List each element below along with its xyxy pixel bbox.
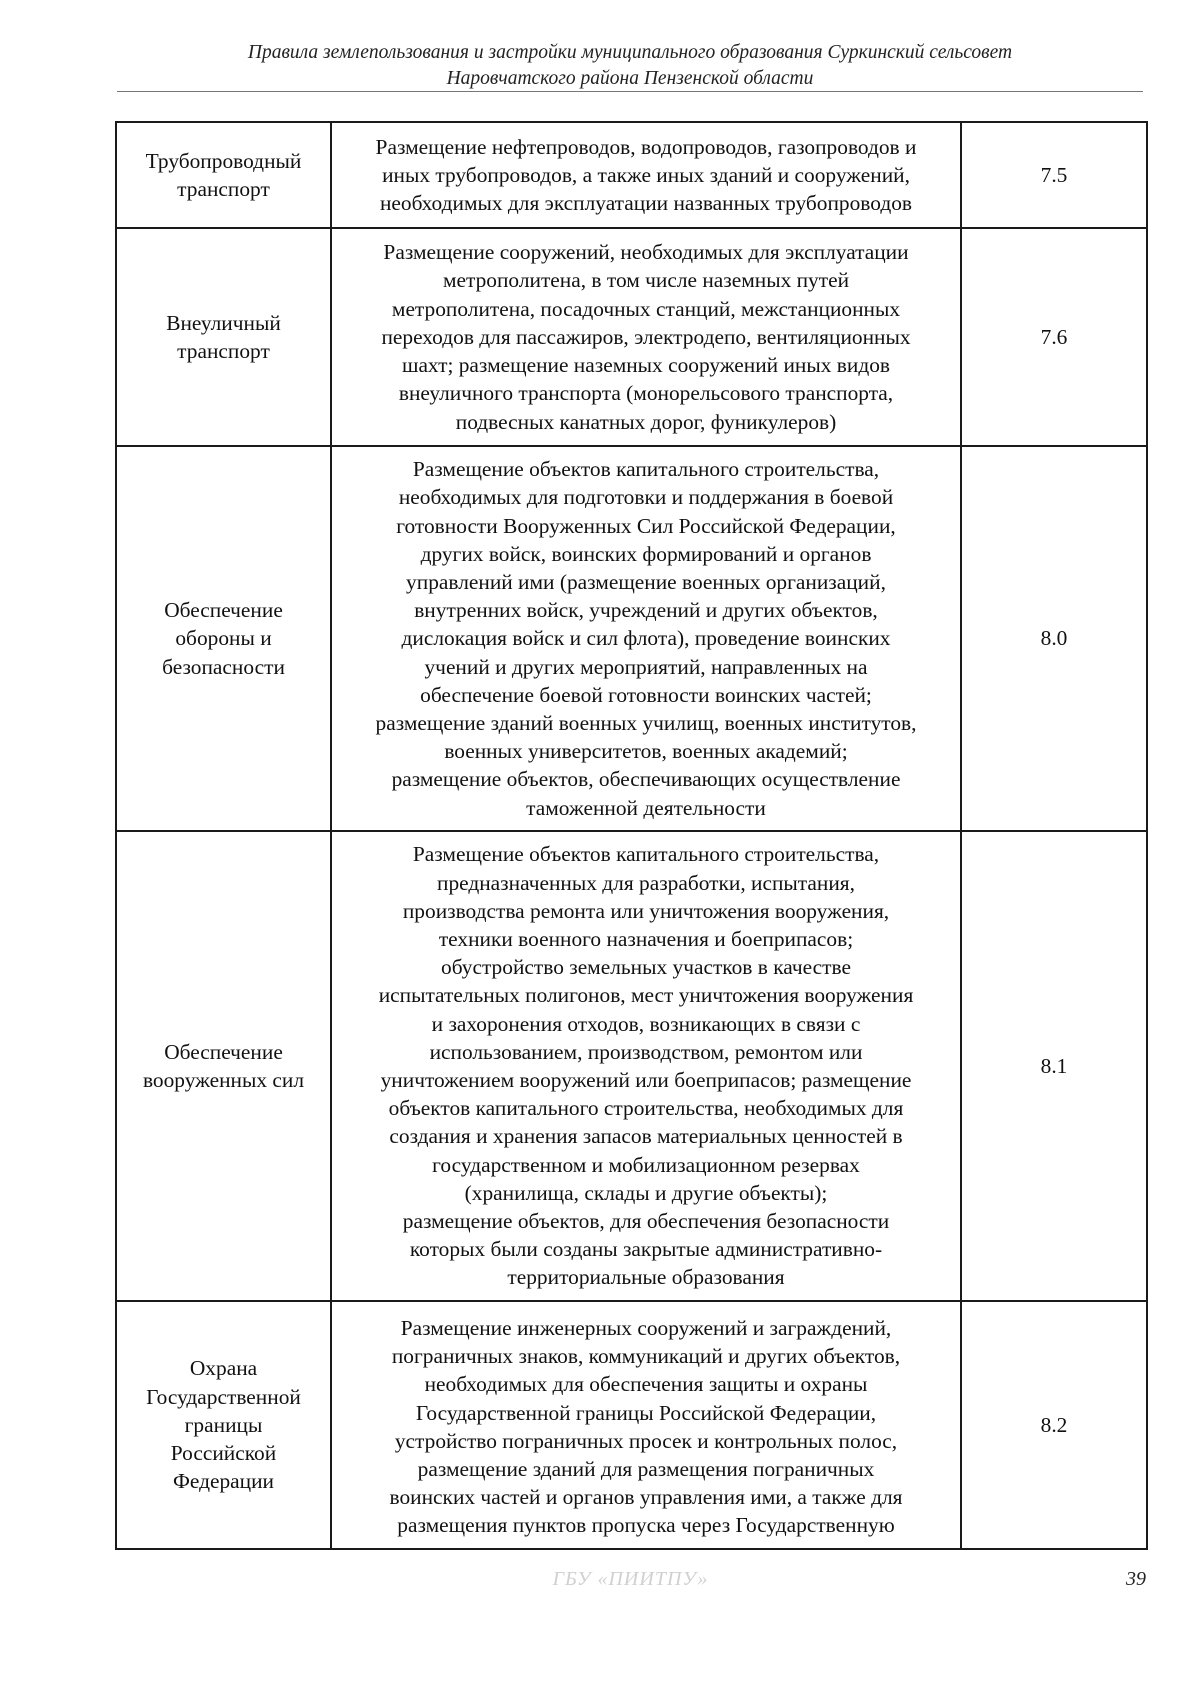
use-type-code: 7.5 xyxy=(961,122,1147,228)
table-row xyxy=(116,1301,1147,1549)
page-header: Правила землепользования и застройки муниципального образования Суркинский сельсовет Наровчатского района Пензенской области xyxy=(247,42,1013,89)
table-row xyxy=(116,831,1147,1301)
footer-organization: ГБУ «ПИИТПУ» xyxy=(552,1568,709,1590)
table-row xyxy=(116,122,1147,228)
header-divider xyxy=(117,91,1143,92)
use-type-name: Обеспечение вооруженных сил xyxy=(116,831,331,1301)
use-type-code: 8.1 xyxy=(961,831,1147,1301)
table-row xyxy=(116,228,1147,446)
use-type-name: Трубопроводный транспорт xyxy=(116,122,331,228)
use-type-code: 8.2 xyxy=(961,1301,1147,1549)
use-type-code: 8.0 xyxy=(961,446,1147,831)
use-type-description: Размещение инженерных сооружений и заграждений, пограничных знаков, коммуникаций и других объектов, необходимых для обеспечения защиты и охраны Государственной границы Российской Федерации, устройство пограничных просек и контрольных полос, размещение зданий для размещения пограничных воинских частей и органов управления ими, а также для размещения пунктов пропуска через Государственную xyxy=(331,1301,961,1549)
table-row xyxy=(116,446,1147,831)
use-type-description: Размещение сооружений, необходимых для эксплуатации метрополитена, в том числе наземных путей метрополитена, посадочных станций, межстанционных переходов для пассажиров, электродепо, вентиляционных шахт; размещение наземных сооружений иных видов внеуличного транспорта (монорельсового транспорта, подвесных канатных дорог, фуникулеров) xyxy=(331,228,961,446)
page-number: 39 xyxy=(1126,1568,1146,1590)
use-type-code: 7.6 xyxy=(961,228,1147,446)
use-type-description: Размещение объектов капитального строительства, необходимых для подготовки и поддержания в боевой готовности Вооруженных Сил Российской Федерации, других войск, воинских формирований и органов управлений ими (размещение военных организаций, внутренних войск, учреждений и других объектов, дислокация войск и сил флота), проведение воинских учений и других мероприятий, направленных на обеспечение боевой готовности воинских частей; размещение зданий военных училищ, военных институтов, военных университетов, военных академий; размещение объектов, обеспечивающих осуществление таможенной деятельности xyxy=(331,446,961,831)
use-type-description: Размещение объектов капитального строительства, предназначенных для разработки, испытания, производства ремонта или уничтожения вооружения, техники военного назначения и боеприпасов; обустройство земельных участков в качестве испытательных полигонов, мест уничтожения вооружения и захоронения отходов, возникающих в связи с использованием, производством, ремонтом или уничтожением вооружений или боеприпасов; размещение объектов капитального строительства, необходимых для создания и хранения запасов материальных ценностей в государственном и мобилизационном резервах (хранилища, склады и другие объекты); размещение объектов, для обеспечения безопасности которых были созданы закрытые административно- территориальные образования xyxy=(331,831,961,1301)
land-use-table xyxy=(115,121,1148,1550)
use-type-name: Охрана Государственной границы Российской Федерации xyxy=(116,1301,331,1549)
use-type-name: Внеуличный транспорт xyxy=(116,228,331,446)
use-type-name: Обеспечение обороны и безопасности xyxy=(116,446,331,831)
page-footer xyxy=(115,1568,1146,1598)
use-type-description: Размещение нефтепроводов, водопроводов, газопроводов и иных трубопроводов, а также иных зданий и сооружений, необходимых для эксплуатации названных трубопроводов xyxy=(331,122,961,228)
